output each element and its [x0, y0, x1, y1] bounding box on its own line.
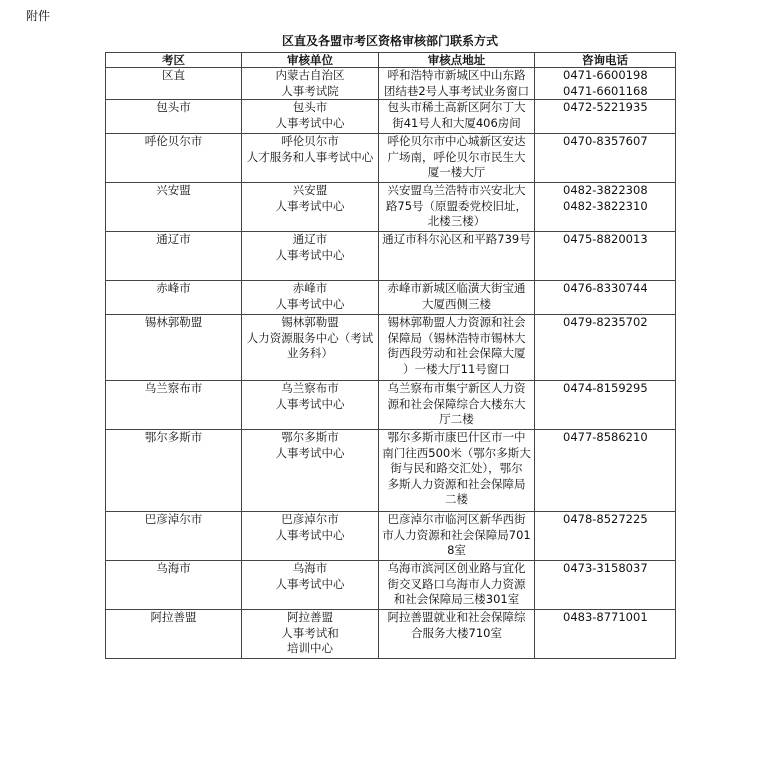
address-cell-line: 南门往西500米（鄂尔多斯大	[382, 445, 531, 460]
unit-cell-line: 人才服务和人事考试中心	[246, 149, 374, 164]
phone-cell-line: 0470-8357607	[563, 134, 648, 148]
phone-cell-line: 0476-8330744	[563, 281, 648, 295]
unit-cell-line: 人力资源服务中心（考试	[246, 330, 374, 345]
phone-cell-line: 0474-8159295	[563, 381, 648, 395]
address-cell-line: 赤峰市新城区临潢大街宝通	[387, 281, 526, 295]
contact-table	[105, 52, 676, 659]
area-cell: 区直	[106, 68, 242, 100]
table-row	[106, 381, 676, 430]
area-cell: 兴安盟	[106, 183, 242, 232]
address-cell-line: 二楼	[445, 492, 468, 506]
area-cell: 巴彦淖尔市	[106, 512, 242, 561]
phone-cell-line: 0478-8527225	[563, 512, 648, 526]
address-cell-line: 和社会保障局三楼301室	[393, 592, 520, 606]
phone-cell	[535, 134, 676, 183]
unit-cell	[242, 134, 379, 183]
unit-cell-line: 赤峰市	[292, 281, 328, 295]
phone-cell-line: 0477-8586210	[563, 430, 648, 444]
unit-cell-line: 锡林郭勒盟	[281, 315, 339, 329]
table-body	[106, 68, 676, 659]
address-cell-line: 保障局（锡林浩特市锡林大	[387, 330, 526, 345]
unit-cell-line: 业务科）	[287, 346, 333, 360]
unit-cell-line: 巴彦淖尔市	[281, 512, 339, 526]
unit-cell-line: 鄂尔多斯市	[281, 430, 339, 444]
address-cell-line: 街西段劳动和社会保障大厦	[387, 346, 526, 360]
address-cell-line: 8室	[447, 543, 466, 557]
address-cell-line: 厦一楼大厅	[427, 165, 486, 179]
header-unit: 审核单位	[242, 53, 379, 68]
unit-cell	[242, 512, 379, 561]
table-row	[106, 430, 676, 512]
phone-cell	[535, 315, 676, 381]
address-cell-line: 街41号人和大厦406房间	[392, 115, 521, 130]
unit-cell-line: 通辽市	[292, 232, 328, 246]
unit-cell-line: 人事考试中心	[275, 296, 345, 311]
unit-cell-line: 内蒙古自治区	[275, 68, 345, 82]
address-cell-line: 街与民和路交汇处），鄂尔	[390, 461, 523, 475]
address-cell	[379, 315, 535, 381]
address-cell-line: 兴安盟乌兰浩特市兴安北大	[387, 183, 526, 197]
address-cell	[379, 68, 535, 100]
unit-cell	[242, 610, 379, 659]
phone-cell	[535, 610, 676, 659]
unit-cell	[242, 232, 379, 281]
phone-cell-line: 0471-6601168	[563, 83, 648, 98]
address-cell	[379, 232, 535, 281]
area-cell: 赤峰市	[106, 281, 242, 315]
address-cell	[379, 512, 535, 561]
unit-cell-line: 乌兰察布市	[281, 381, 339, 395]
address-cell-line: 路75号（原盟委党校旧址，	[385, 198, 528, 213]
table-row	[106, 315, 676, 381]
address-cell-line: 包头市稀土高新区阿尔丁大	[387, 100, 526, 114]
area-cell: 呼伦贝尔市	[106, 134, 242, 183]
table-row	[106, 68, 676, 100]
unit-cell-line: 人事考试中心	[275, 247, 345, 262]
table-row	[106, 183, 676, 232]
unit-cell	[242, 68, 379, 100]
unit-cell-line: 呼伦贝尔市	[281, 134, 339, 148]
address-cell	[379, 134, 535, 183]
address-cell-line: 乌海市滨河区创业路与宜化	[387, 561, 526, 575]
address-cell-line: 锡林郭勒盟人力资源和社会	[387, 315, 526, 329]
address-cell-line: 厅二楼	[439, 412, 474, 426]
area-cell: 通辽市	[106, 232, 242, 281]
unit-cell	[242, 561, 379, 610]
unit-cell	[242, 100, 379, 134]
unit-cell-line: 人事考试中心	[275, 527, 345, 542]
table-row	[106, 281, 676, 315]
unit-cell-line: 人事考试中心	[275, 198, 345, 213]
unit-cell-line: 人事考试中心	[275, 396, 345, 411]
unit-cell	[242, 430, 379, 512]
area-cell: 包头市	[106, 100, 242, 134]
phone-cell	[535, 68, 676, 100]
table-row	[106, 100, 676, 134]
phone-cell	[535, 561, 676, 610]
address-cell	[379, 100, 535, 134]
unit-cell-line: 人事考试院	[281, 83, 339, 98]
phone-cell-line: 0471-6600198	[563, 68, 648, 82]
unit-cell	[242, 315, 379, 381]
address-cell-line: 团结巷2号人事考试业务窗口	[383, 83, 530, 98]
unit-cell-line: 乌海市	[292, 561, 328, 575]
unit-cell-line: 人事考试中心	[275, 445, 345, 460]
table-row	[106, 561, 676, 610]
address-cell	[379, 610, 535, 659]
address-cell-line: 合服务大楼710室	[411, 625, 502, 640]
unit-cell-line: 人事考试中心	[275, 576, 345, 591]
address-cell-line: 源和社会保障综合大楼东大	[387, 396, 526, 411]
phone-cell	[535, 232, 676, 281]
unit-cell-line: 人事考试中心	[275, 115, 345, 130]
phone-cell-line: 0473-3158037	[563, 561, 648, 575]
address-cell-line: 呼伦贝尔市中心城新区安达	[387, 134, 526, 148]
unit-cell-line: 阿拉善盟	[287, 610, 333, 624]
address-cell-line: 广场南，呼伦贝尔市民生大	[387, 149, 526, 164]
address-cell-line: 呼和浩特市新城区中山东路	[387, 68, 526, 82]
unit-cell-line: 培训中心	[287, 641, 333, 655]
phone-cell-line: 0472-5221935	[563, 100, 648, 114]
phone-cell-line: 0483-8771001	[563, 610, 648, 624]
table-row	[106, 610, 676, 659]
phone-cell-line: 0475-8820013	[563, 232, 648, 246]
table-row	[106, 134, 676, 183]
address-cell-line: 市人力资源和社会保障局701	[382, 527, 531, 542]
phone-cell	[535, 281, 676, 315]
address-cell-line: 巴彦淖尔市临河区新华西街	[387, 512, 526, 526]
area-cell: 乌兰察布市	[106, 381, 242, 430]
address-cell-line: 北楼三楼）	[427, 214, 486, 228]
area-cell: 阿拉善盟	[106, 610, 242, 659]
table-row	[106, 512, 676, 561]
area-cell: 乌海市	[106, 561, 242, 610]
address-cell-line: 通辽市科尔沁区和平路739号	[382, 232, 531, 246]
address-cell-line: 鄂尔多斯市康巴什区市一中	[387, 430, 526, 444]
address-cell	[379, 561, 535, 610]
unit-cell-line: 包头市	[292, 100, 328, 114]
address-cell-line: 多斯人力资源和社会保障局	[387, 476, 526, 491]
phone-cell-line: 0479-8235702	[563, 315, 648, 329]
area-cell: 锡林郭勒盟	[106, 315, 242, 381]
phone-cell	[535, 512, 676, 561]
address-cell-line: 街交叉路口乌海市人力资源	[387, 576, 526, 591]
phone-cell	[535, 381, 676, 430]
address-cell	[379, 381, 535, 430]
table-header-row	[106, 53, 676, 68]
address-cell-line: 乌兰察布市集宁新区人力资	[387, 381, 526, 395]
header-phone: 咨询电话	[535, 53, 676, 68]
area-cell: 鄂尔多斯市	[106, 430, 242, 512]
unit-cell-line: 兴安盟	[292, 183, 328, 197]
address-cell-line: ）一楼大厅11号窗口	[403, 361, 510, 376]
address-cell-line: 大厦西侧三楼	[422, 296, 491, 311]
phone-cell	[535, 100, 676, 134]
phone-cell	[535, 183, 676, 232]
attachment-label: 附件	[26, 9, 51, 23]
unit-cell-line: 人事考试和	[281, 625, 339, 640]
unit-cell	[242, 381, 379, 430]
header-area: 考区	[106, 53, 242, 68]
unit-cell	[242, 281, 379, 315]
address-cell	[379, 183, 535, 232]
phone-cell	[535, 430, 676, 512]
address-cell-line: 阿拉善盟就业和社会保障综	[387, 610, 526, 624]
phone-cell-line: 0482-3822310	[563, 198, 648, 213]
unit-cell	[242, 183, 379, 232]
address-cell	[379, 281, 535, 315]
address-cell	[379, 430, 535, 512]
header-address: 审核点地址	[379, 53, 535, 68]
document-title: 区直及各盟市考区资格审核部门联系方式	[281, 34, 498, 48]
table-row	[106, 232, 676, 281]
phone-cell-line: 0482-3822308	[563, 183, 648, 197]
